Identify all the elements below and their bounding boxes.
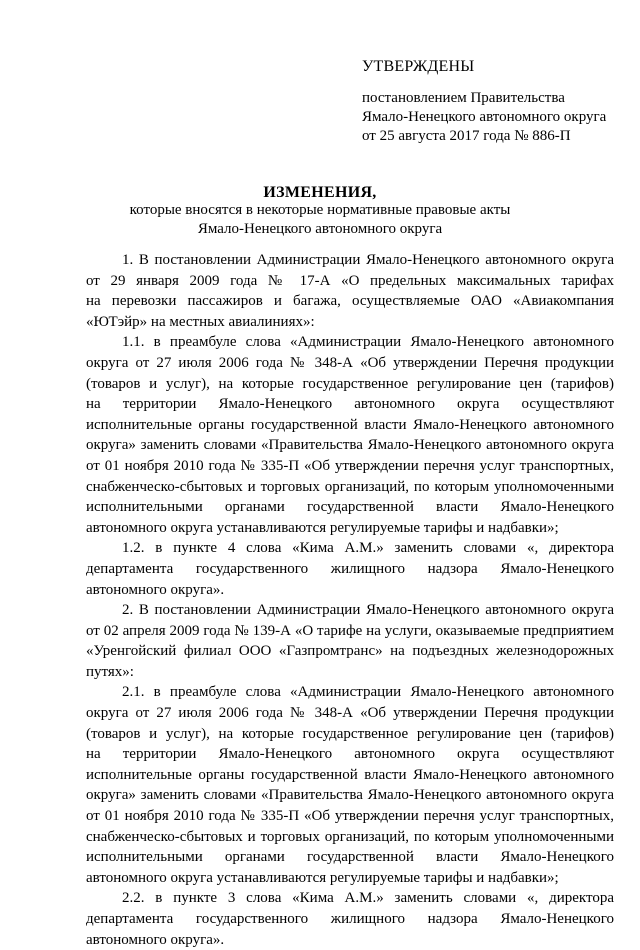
text-line: автономного округа».	[86, 581, 225, 598]
text-line: путях»:	[86, 663, 134, 680]
text-line: 1.1. в преамбуле слова «Администрации Ямало-Ненецкого автономного	[122, 334, 614, 351]
text-line: департамента государственного жилищного надзора Ямало-Ненецкого	[86, 560, 614, 577]
paragraph-item-2-1	[86, 682, 614, 888]
approval-line: Ямало-Ненецкого автономного округа	[362, 109, 607, 125]
text-line: от 01 ноября 2010 года № 335-П «Об утверждении перечня услуг транспортных,	[86, 457, 614, 474]
text-line: исполнительные органы государственной власти Ямало-Ненецкого автономного	[86, 416, 614, 433]
text-line: на перевозки пассажиров и багажа, осуществляемые ОАО «Авиакомпания	[86, 293, 614, 310]
document-title: ИЗМЕНЕНИЯ,	[263, 184, 377, 201]
text-line: на территории Ямало-Ненецкого автономного округа осуществляют	[86, 746, 614, 763]
text-line: автономного округа устанавливаются регулируемые тарифы и надбавки»;	[86, 519, 559, 536]
text-line: 2. В постановлении Администрации Ямало-Ненецкого автономного округа	[122, 602, 614, 619]
text-line: 1. В постановлении Администрации Ямало-Ненецкого автономного округа	[122, 252, 614, 268]
approval-heading: УТВЕРЖДЕНЫ	[362, 58, 475, 75]
approval-line: постановлением Правительства	[362, 90, 565, 106]
text-line: снабженческо-сбытовых и торговых организаций, по которым уполномоченными	[86, 828, 614, 845]
document-subtitle	[0, 201, 640, 239]
text-line: округа» заменить словами «Правительства Ямало-Ненецкого автономного округа	[86, 787, 614, 804]
subtitle-line: Ямало-Ненецкого автономного округа	[197, 221, 443, 237]
paragraph-item-1-2	[86, 538, 614, 600]
text-line: автономного округа».	[86, 931, 225, 948]
text-line: на территории Ямало-Ненецкого автономного округа осуществляют	[86, 396, 614, 413]
text-line: (товаров и услуг), на которые государственное регулирование цен (тарифов)	[86, 725, 614, 742]
text-line: (товаров и услуг), на которые государственное регулирование цен (тарифов)	[86, 375, 614, 392]
paragraph-item-2	[86, 600, 614, 682]
text-line: от 29 января 2009 года № 17-А «О предельных максимальных тарифах	[86, 272, 614, 289]
text-line: «Уренгойский филиал ООО «Газпромтранс» на подъездных железнодорожных	[86, 643, 614, 660]
text-line: исполнительные органы государственной власти Ямало-Ненецкого автономного	[86, 766, 614, 783]
text-line: 1.2. в пункте 4 слова «Кима А.М.» заменить словами «, директора	[122, 540, 614, 557]
text-line: снабженческо-сбытовых и торговых организаций, по которым уполномоченными	[86, 478, 614, 495]
approval-block	[362, 58, 632, 146]
text-line: исполнительными органами государственной власти Ямало-Ненецкого	[86, 849, 614, 866]
text-line: 2.2. в пункте 3 слова «Кима А.М.» заменить словами «, директора	[122, 890, 614, 907]
document-body	[86, 250, 614, 950]
text-line: департамента государственного жилищного надзора Ямало-Ненецкого	[86, 911, 614, 927]
paragraph-item-1-1	[86, 332, 614, 538]
text-line: 2.1. в преамбуле слова «Администрации Ямало-Ненецкого автономного	[122, 684, 614, 701]
text-line: округа от 27 июля 2006 года № 348-А «Об утверждении Перечня продукции	[86, 705, 614, 722]
approval-line: от 25 августа 2017 года № 886-П	[362, 128, 571, 144]
text-line: округа» заменить словами «Правительства Ямало-Ненецкого автономного округа	[86, 437, 614, 454]
paragraph-item-2-2	[86, 888, 614, 950]
text-line: от 02 апреля 2009 года № 139-А «О тарифе на услуги, оказываемые предприятием	[86, 622, 614, 639]
text-line: «ЮТэйр» на местных авиалиниях»:	[86, 313, 315, 330]
text-line: автономного округа устанавливаются регулируемые тарифы и надбавки»;	[86, 869, 559, 886]
text-line: округа от 27 июля 2006 года № 348-А «Об утверждении Перечня продукции	[86, 354, 614, 371]
subtitle-line: которые вносятся в некоторые нормативные правовые акты	[129, 202, 511, 218]
paragraph-item-1	[86, 250, 614, 332]
text-line: от 01 ноября 2010 года № 335-П «Об утверждении перечня услуг транспортных,	[86, 808, 614, 825]
text-line: исполнительными органами государственной власти Ямало-Ненецкого	[86, 499, 614, 516]
